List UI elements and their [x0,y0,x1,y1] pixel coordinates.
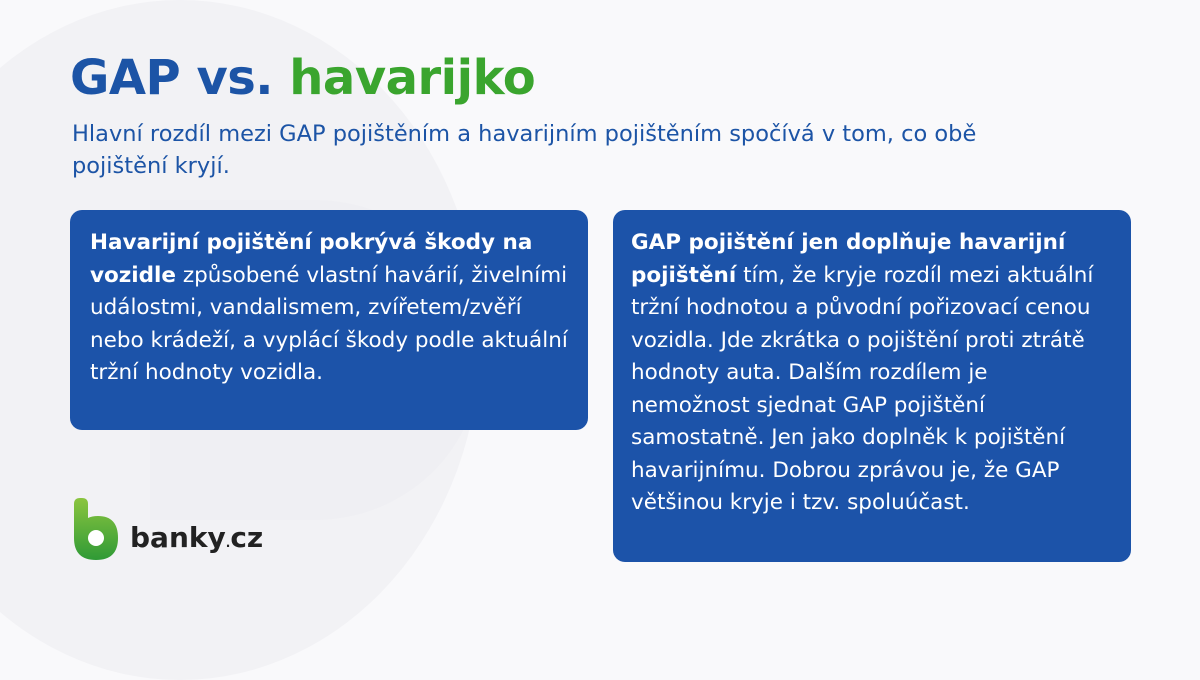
card-left-bold: Havarijní pojištění pokrývá škody na vozidle [90,230,533,288]
card-right-bold: GAP pojištění jen doplňuje havarijní pojištění [631,230,1066,288]
title-havarijko: havarijko [289,50,536,106]
banky-logo-icon [70,496,122,562]
logo-dot: . [225,536,231,550]
card-havarijni-pojisteni [70,210,588,430]
title-gap: GAP vs. [70,50,290,106]
logo-tld: cz [230,521,264,554]
card-right-text [631,227,1113,520]
card-left-body: způsobené vlastní havárií, živelními událostmi, vandalismem, zvířetem/zvěří nebo krádeží, a vyplácí škody podle aktuální tržní hodnoty vozidla. [90,262,568,385]
page-title [70,50,535,106]
card-gap-pojisteni [613,210,1131,562]
subtitle: Hlavní rozdíl mezi GAP pojištěním a havarijním pojištěním spočívá v tom, co obě pojištění kryjí. [72,121,977,179]
banky-logo [70,496,263,562]
banky-logo-text [130,521,263,554]
logo-name: banky [130,521,226,554]
card-right-body: tím, že kryje rozdíl mezi aktuální tržní hodnotou a původní pořizovací cenou vozidla. Jde zkrátka o pojištění proti ztrátě hodnoty auta. Dalším rozdílem je nemožnost sjednat GAP pojištění samostatně. Jen jako doplněk k pojištění havarijnímu. Dobrou zprávou je, že GAP většinou kryje i tzv. spoluúčast. [631,262,1094,515]
card-left-text [90,227,568,390]
